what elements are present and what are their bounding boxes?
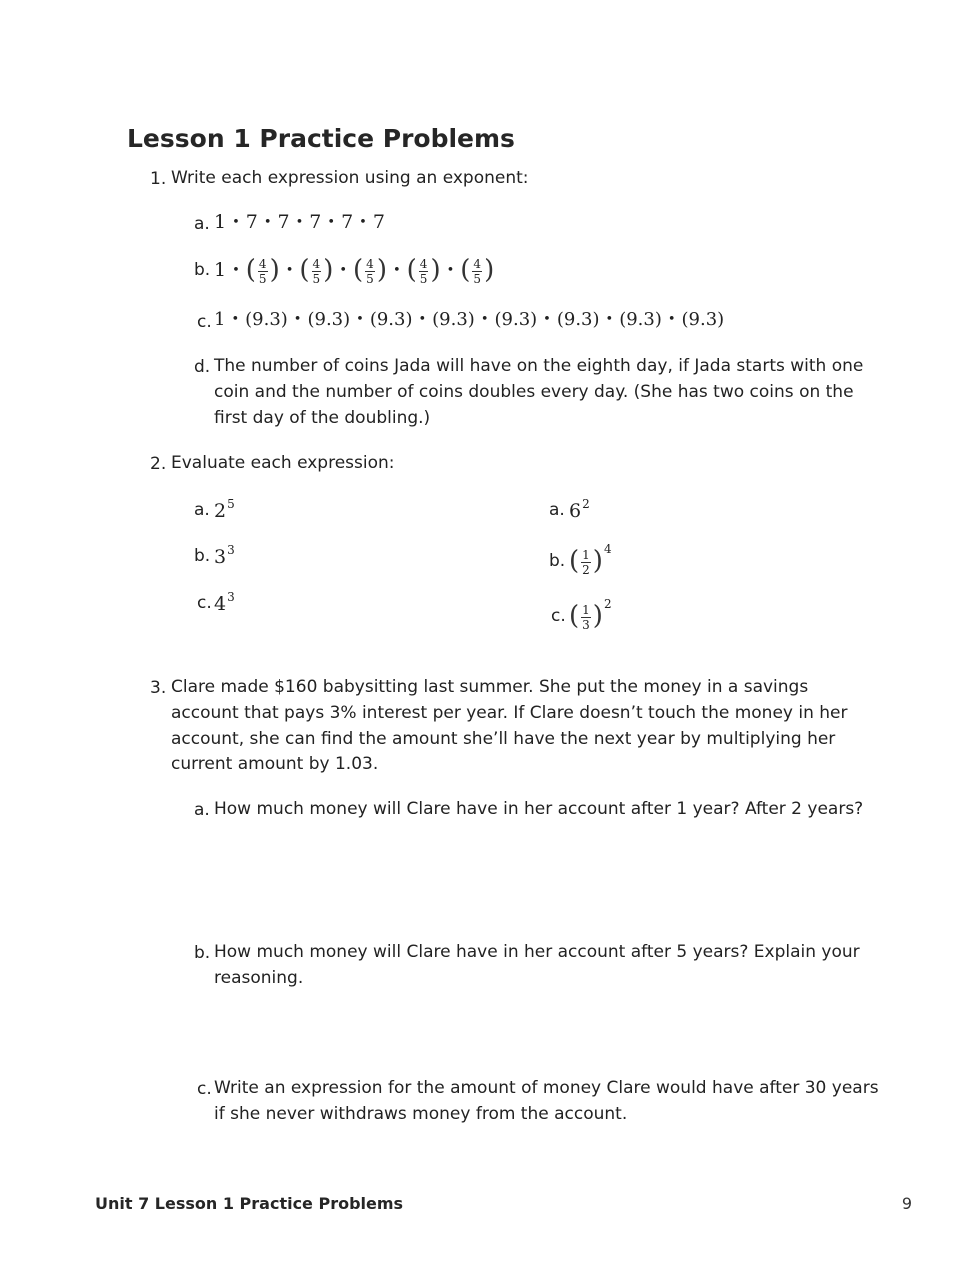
q3a-text: How much money will Clare have in her account after 1 year? After 2 years?	[214, 799, 864, 819]
base: 6	[569, 500, 582, 522]
q1c-factor: (9.3)	[556, 309, 600, 330]
numerator: 1	[582, 602, 590, 617]
q1a-label: a.	[194, 214, 210, 234]
numerator: 4	[366, 256, 374, 271]
fraction	[258, 258, 268, 285]
fraction	[472, 258, 482, 285]
dot-operator: •	[339, 263, 348, 278]
right-paren: )	[592, 601, 603, 631]
q1a-factor: 7	[372, 211, 385, 233]
q2-right-a-label: a.	[549, 500, 565, 520]
dot-operator: •	[285, 263, 294, 278]
denominator: 5	[312, 271, 321, 286]
right-paren: )	[430, 255, 441, 285]
q1c-factor: (9.3)	[432, 309, 475, 330]
q1c-factor: (9.3)	[245, 309, 288, 330]
right-paren: )	[484, 255, 495, 285]
q1a-factor: 7	[341, 211, 354, 233]
q1b-fraction-factor	[460, 255, 494, 285]
fraction	[312, 258, 322, 285]
left-paren: (	[460, 255, 471, 285]
q1a-factor: 7	[309, 211, 322, 233]
footer-title: Unit 7 Lesson 1 Practice Problems	[95, 1194, 404, 1213]
left-paren: (	[245, 255, 256, 285]
q3c-text: Write an expression for the amount of money Clare would have after 30 years if she never withdraws money from the account.	[214, 1078, 879, 1124]
fraction	[365, 258, 375, 285]
q3a-label: a.	[194, 800, 210, 820]
q1-number: 1.	[150, 169, 167, 189]
exponent: 2	[582, 497, 590, 511]
q1b-lead: 1	[214, 259, 227, 281]
q2-right-a-expression	[569, 497, 590, 522]
right-paren: )	[592, 546, 603, 576]
q2-left-c-expression	[214, 590, 235, 615]
left-paren: (	[299, 255, 310, 285]
page-title: Lesson 1 Practice Problems	[127, 124, 515, 153]
q1c-factor: (9.3)	[619, 309, 662, 330]
denominator: 3	[582, 617, 590, 632]
dot-operator: •	[392, 263, 401, 278]
q2-left-b-label: b.	[194, 546, 211, 566]
q1c-factor: (9.3)	[307, 309, 351, 330]
q3b-text: How much money will Clare have in her account after 5 years? Explain your reasoning.	[214, 942, 860, 988]
q1-text: Write each expression using an exponent:	[171, 168, 529, 188]
q1a-lead: 1	[214, 211, 227, 233]
numerator: 4	[473, 256, 482, 271]
q1c-factor: (9.3)	[369, 309, 413, 330]
denominator: 5	[366, 271, 374, 286]
q2-left-c-label: c.	[197, 593, 212, 613]
q2-right-b-expression	[569, 542, 612, 576]
base: 3	[214, 546, 227, 568]
numerator: 4	[419, 256, 428, 271]
q1a-expression: 1 • 7 • 7 • 7 • 7 • 7	[214, 211, 385, 233]
q1b-fraction-factor	[299, 255, 333, 285]
dot-operator: •	[232, 263, 240, 278]
q1b-expression	[214, 255, 494, 285]
right-paren: )	[376, 255, 387, 285]
q3-text: Clare made $160 babysitting last summer. She put the money in a savings account that pays 3% interest per year. If Clare doesn’t touch the money in her account, she can find the amount she’ll have the next year by multiplying her current amount by 1.03.	[171, 677, 848, 775]
q1b-fraction-factor	[407, 255, 441, 285]
q1d-text: The number of coins Jada will have on the eighth day, if Jada starts with one coin and the number of coins doubles every day. (She has two coins on the first day of the doubling.)	[214, 356, 864, 428]
q1d-label: d.	[194, 357, 211, 377]
q1c-expression: 1 • (9.3) • (9.3) • (9.3) • (9.3) • (9.3) • (9.3) • (9.3) • (9.3)	[214, 309, 725, 330]
q1c-lead: 1	[214, 309, 226, 330]
page-number: 9	[901, 1194, 912, 1213]
exponent: 3	[227, 590, 235, 604]
numerator: 4	[258, 256, 267, 271]
q2-left-b-expression	[214, 543, 235, 568]
left-paren: (	[353, 255, 364, 285]
q1a-factor: 7	[245, 211, 258, 233]
base: 4	[214, 593, 227, 615]
denominator: 5	[258, 271, 267, 286]
q1c-label: c.	[197, 312, 212, 332]
q1c-factor: (9.3)	[494, 309, 538, 330]
q1b-fraction-factor	[353, 255, 387, 285]
q1c-factor: (9.3)	[681, 309, 725, 330]
dot-operator: •	[446, 263, 455, 278]
numerator: 1	[582, 547, 590, 562]
left-paren: (	[406, 255, 417, 285]
exponent: 2	[603, 597, 612, 611]
q1a-factor: 7	[277, 211, 290, 233]
left-paren: (	[569, 601, 580, 631]
q3b-label: b.	[194, 943, 211, 963]
exponent: 4	[603, 542, 612, 556]
q2-left-a-label: a.	[194, 500, 210, 520]
numerator: 4	[312, 256, 321, 271]
q2-left-a-expression	[214, 497, 235, 522]
denominator: 5	[473, 271, 482, 286]
fraction	[581, 549, 591, 576]
q3-number: 3.	[150, 678, 167, 698]
left-paren: (	[569, 546, 580, 576]
q1b-label: b.	[194, 260, 211, 280]
q2-right-c-expression	[569, 597, 612, 631]
q2-text: Evaluate each expression:	[171, 453, 395, 473]
denominator: 5	[419, 271, 428, 286]
q2-right-c-label: c.	[551, 606, 566, 626]
exponent: 5	[227, 497, 235, 511]
q2-number: 2.	[150, 454, 167, 474]
q1b-fraction-factor	[246, 255, 280, 285]
exponent: 3	[227, 543, 235, 557]
right-paren: )	[269, 255, 280, 285]
denominator: 2	[582, 562, 590, 577]
fraction	[419, 258, 429, 285]
right-paren: )	[323, 255, 334, 285]
base: 2	[214, 500, 227, 522]
q2-right-b-label: b.	[549, 551, 566, 571]
q3c-label: c.	[197, 1079, 212, 1099]
fraction	[581, 604, 591, 631]
